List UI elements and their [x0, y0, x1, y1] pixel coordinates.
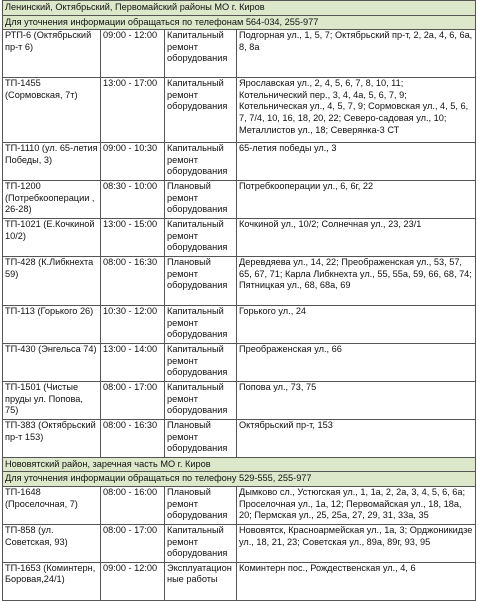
- table-row: [3, 562, 476, 600]
- table-row: [3, 305, 476, 343]
- section-contact-row: [3, 15, 476, 30]
- time-cell: 09:00 - 12:00: [101, 30, 165, 78]
- section-header: [3, 457, 476, 472]
- substation-cell: ТП-1021 (Е.Кочкиной 10/2): [3, 219, 101, 257]
- table-row: [3, 343, 476, 381]
- addresses-cell: 65-летия победы ул., 3: [237, 143, 476, 181]
- time-cell: 08:00 - 16:00: [101, 486, 165, 524]
- addresses-cell: Подгорная ул., 1, 5, 7; Октябрьский пр-т, 2, 2а, 4, 6, 6а, 8, 8а: [237, 30, 476, 78]
- addresses-cell: Нововятск, Красноармейская ул., 1а, 3; Орджоникидзе ул., 18, 21, 23; Советская ул., 89а, 89г, 93, 95: [237, 524, 476, 562]
- work-type-cell: Капитальный ремонт оборудования: [165, 219, 237, 257]
- section-title: Ленинский, Октябрьский, Первомайский районы МО г. Киров: [3, 1, 476, 16]
- time-cell: 09:00 - 10:30: [101, 143, 165, 181]
- table-row: [3, 486, 476, 524]
- work-type-cell: Плановый ремонт оборудования: [165, 419, 237, 457]
- work-type-cell: Капитальный ремонт оборудования: [165, 343, 237, 381]
- substation-cell: ТП-1200 (Потребкооперации , 26-28): [3, 181, 101, 219]
- table-row: [3, 78, 476, 143]
- time-cell: 08:00 - 16:30: [101, 419, 165, 457]
- addresses-cell: Ярославская ул., 2, 4, 5, 6, 7, 8, 10, 11; Котельнический пер., 3, 4, 4а, 5, 6, 7, 9; Котельническая ул., 4, 5, 7, 9; Сормовская ул., 4, 5, 6, 7, 7/4, 10, 16, 18, 20, 22; Северо-садовая ул., 10; Металлистов ул., 18; Северянка-3 СТ: [237, 78, 476, 143]
- section-contact-row: [3, 472, 476, 487]
- substation-cell: ТП-1648 (Проселочная, 7): [3, 486, 101, 524]
- time-cell: 08:00 - 17:00: [101, 381, 165, 419]
- work-type-cell: Капитальный ремонт оборудования: [165, 30, 237, 78]
- work-type-cell: Плановый ремонт оборудования: [165, 486, 237, 524]
- table-row: [3, 256, 476, 305]
- substation-cell: ТП-430 (Энгельса 74): [3, 343, 101, 381]
- time-cell: 10:30 - 12:00: [101, 305, 165, 343]
- addresses-cell: Кочкиной ул., 10/2; Солнечная ул., 23, 23/1: [237, 219, 476, 257]
- time-cell: 08:30 - 10:00: [101, 181, 165, 219]
- work-type-cell: Капитальный ремонт оборудования: [165, 524, 237, 562]
- table-row: [3, 181, 476, 219]
- work-type-cell: Капитальный ремонт оборудования: [165, 381, 237, 419]
- table-row: [3, 143, 476, 181]
- addresses-cell: Деревдяева ул., 14, 22; Преображенская ул., 53, 57, 65, 67, 71; Карла Либкнехта ул., 55, 55а, 59, 66, 68, 74; Пятницкая ул., 68, 68а, 69: [237, 256, 476, 305]
- section-contact: Для уточнения информации обращаться по телефону 529-555, 255-977: [3, 472, 476, 487]
- table-row: [3, 524, 476, 562]
- substation-cell: ТП-113 (Горького 26): [3, 305, 101, 343]
- work-type-cell: Капитальный ремонт оборудования: [165, 143, 237, 181]
- work-type-cell: Плановый ремонт оборудования: [165, 256, 237, 305]
- substation-cell: ТП-428 (К.Либкнехта 59): [3, 256, 101, 305]
- time-cell: 08:00 - 17:00: [101, 524, 165, 562]
- addresses-cell: Октябрьский пр-т, 153: [237, 419, 476, 457]
- table-row: [3, 381, 476, 419]
- section-header: [3, 1, 476, 16]
- outage-schedule-table: [2, 0, 476, 601]
- time-cell: 08:00 - 16:30: [101, 256, 165, 305]
- substation-cell: РТП-6 (Октябрьский пр-т 6): [3, 30, 101, 78]
- table-row: [3, 30, 476, 78]
- substation-cell: ТП-858 (ул. Советская, 93): [3, 524, 101, 562]
- table-row: [3, 419, 476, 457]
- time-cell: 09:00 - 12:00: [101, 562, 165, 600]
- time-cell: 13:00 - 17:00: [101, 78, 165, 143]
- substation-cell: ТП-383 (Октябрьский пр-т 153): [3, 419, 101, 457]
- work-type-cell: Эксплуатационные работы: [165, 562, 237, 600]
- time-cell: 13:00 - 15:00: [101, 219, 165, 257]
- addresses-cell: Преображенская ул., 66: [237, 343, 476, 381]
- substation-cell: ТП-1653 (Коминтерн, Боровая,24/1): [3, 562, 101, 600]
- addresses-cell: Коминтерн пос., Рождественская ул., 4, 6: [237, 562, 476, 600]
- time-cell: 13:00 - 14:00: [101, 343, 165, 381]
- work-type-cell: Плановый ремонт оборудования: [165, 181, 237, 219]
- addresses-cell: Горького ул., 24: [237, 305, 476, 343]
- substation-cell: ТП-1455 (Сормовская, 7т): [3, 78, 101, 143]
- work-type-cell: Капитальный ремонт оборудования: [165, 305, 237, 343]
- addresses-cell: Потребкооперации ул., 6, 6г, 22: [237, 181, 476, 219]
- substation-cell: ТП-1110 (ул. 65-летия Победы, 3): [3, 143, 101, 181]
- substation-cell: ТП-1501 (Чистые пруды ул. Попова, 75): [3, 381, 101, 419]
- work-type-cell: Капитальный ремонт оборудования: [165, 78, 237, 143]
- addresses-cell: Попова ул., 73, 75: [237, 381, 476, 419]
- section-title: Нововятский район, заречная часть МО г. Киров: [3, 457, 476, 472]
- addresses-cell: Дымково сл., Устюгская ул., 1, 1а, 2, 2а, 3, 4, 5, 6, 6а; Проселочная ул., 1а, 12; Первомайская ул., 18, 18а, 20; Пермская ул., 25, 25а, 27, 29, 31, 33а, 35: [237, 486, 476, 524]
- section-contact: Для уточнения информации обращаться по телефонам 564-034, 255-977: [3, 15, 476, 30]
- table-row: [3, 219, 476, 257]
